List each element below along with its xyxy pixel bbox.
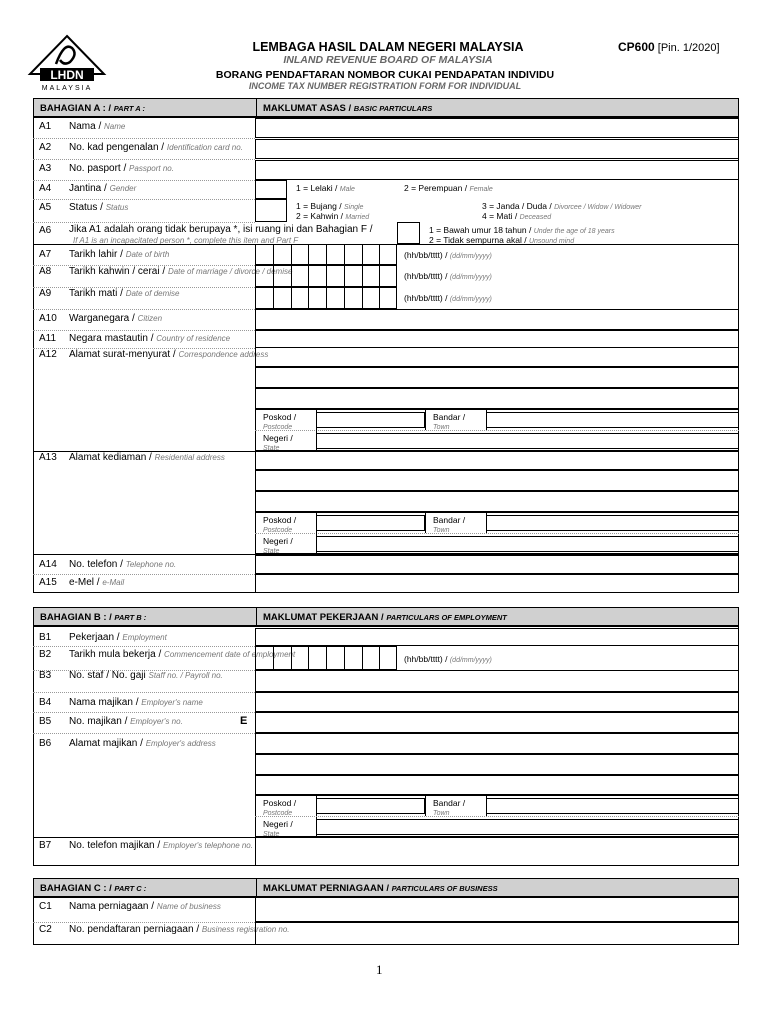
row-label: Jika A1 adalah orang tidak berupaya *, isi ruang ini dan Bahagian F / [69, 224, 373, 235]
row-label: Tarikh kahwin / cerai / Date of marriage / divorce / demise [69, 266, 293, 277]
residential-address-line2[interactable] [255, 470, 739, 491]
business-name-field[interactable] [255, 897, 739, 922]
divider [362, 646, 363, 670]
divider [379, 287, 380, 309]
correspondence-address-town[interactable] [486, 412, 739, 428]
input-field-a2[interactable] [255, 139, 739, 159]
option-text: Town [433, 810, 450, 817]
row-number: A6 [39, 225, 52, 236]
row-number: A11 [39, 333, 57, 344]
correspondence-address-line3[interactable] [255, 388, 739, 409]
part-b-header: BAHAGIAN B : / PART B : MAKLUMAT PEKERJAAN / PARTICULARS OF EMPLOYMENT [33, 607, 739, 626]
row-number: C1 [39, 901, 52, 912]
row-number: A15 [39, 577, 57, 588]
option-text: 4 = Mati / Deceased [482, 211, 552, 221]
row-label: No. telefon / Telephone no. [69, 559, 177, 570]
row-label: Alamat majikan / Employer's address [69, 738, 216, 749]
employer-no-field[interactable] [255, 712, 739, 733]
employer-address-line2[interactable] [255, 754, 739, 775]
email-field[interactable] [255, 574, 739, 593]
divider [308, 244, 309, 265]
option-text: Postcode [263, 810, 293, 817]
lhdn-logo [26, 34, 108, 92]
row-label: Tarikh lahir / Date of birth [69, 249, 170, 260]
row-label: Warganegara / Citizen [69, 313, 163, 324]
row-number: A9 [39, 288, 52, 299]
row-number: B3 [39, 670, 52, 681]
business-reg-field[interactable] [255, 922, 739, 945]
logo-text: LHDN [50, 68, 84, 82]
row-label: Status / Status [69, 202, 129, 213]
row-number: A10 [39, 313, 57, 324]
option-text: 1 = Lelaki / Male [296, 183, 355, 193]
divider [379, 646, 380, 670]
row-number: B4 [39, 697, 52, 708]
option-text: Postcode [263, 424, 293, 431]
row-label: Nama / Name [69, 121, 126, 132]
divider [291, 646, 292, 670]
divider [291, 287, 292, 309]
row-label: Alamat kediaman / Residential address [69, 452, 225, 463]
row-number: B1 [39, 632, 52, 643]
status-box[interactable] [255, 199, 287, 222]
row-label: Tarikh mula bekerja / Commencement date of employment [69, 649, 296, 660]
option-text: Town [433, 527, 450, 534]
correspondence-address-state[interactable] [316, 433, 739, 449]
option-text: Poskod / [263, 412, 297, 422]
divider [425, 795, 426, 816]
divider [273, 244, 274, 265]
part-c-header: BAHAGIAN C : / PART C : MAKLUMAT PERNIAGAAN / PARTICULARS OF BUSINESS [33, 878, 739, 897]
row-number: B7 [39, 840, 52, 851]
incapacity-box[interactable] [397, 222, 420, 244]
option-text: Negeri / [263, 536, 293, 546]
option-text: Bandar / [433, 412, 466, 422]
option-text: 3 = Janda / Duda / Divorcee / Widow / Widower [482, 201, 642, 211]
gender-box[interactable] [255, 180, 287, 199]
divider [291, 244, 292, 265]
row-number: A7 [39, 249, 52, 260]
title-en: INLAND REVENUE BOARD OF MALAYSIA [283, 54, 493, 66]
row-number: A13 [39, 452, 57, 463]
option-text: State [263, 831, 280, 838]
page-number: 1 [376, 962, 383, 977]
title-ms: LEMBAGA HASIL DALAM NEGERI MALAYSIA [252, 40, 524, 54]
row-number: A2 [39, 142, 52, 153]
divider [379, 244, 380, 265]
row-label: Nama majikan / Employer's name [69, 697, 203, 708]
option-text: 1 = Bujang / Single [296, 201, 364, 211]
row-label: Pekerjaan / Employment [69, 632, 167, 643]
divider [379, 265, 380, 287]
form-code: CP600 [Pin. 1/2020] [618, 40, 720, 54]
option-text: State [263, 445, 280, 452]
row-number: B6 [39, 738, 52, 749]
divider [33, 733, 255, 734]
divider [273, 646, 274, 670]
divider [255, 816, 739, 817]
option-text: Postcode [263, 527, 293, 534]
correspondence-address-postcode[interactable] [316, 412, 425, 428]
telephone-field[interactable] [255, 555, 739, 574]
divider [33, 199, 255, 200]
option-text: (hh/bb/tttt) / (dd/mm/yyyy) [404, 271, 492, 281]
divider [33, 222, 255, 223]
option-text: Negeri / [263, 433, 293, 443]
correspondence-address-line1[interactable] [255, 347, 739, 367]
divider [425, 409, 426, 430]
option-text: (hh/bb/tttt) / (dd/mm/yyyy) [404, 654, 492, 664]
option-text: (hh/bb/tttt) / (dd/mm/yyyy) [404, 293, 492, 303]
row-label: No. staf / No. gaji Staff no. / Payroll no. [69, 670, 223, 681]
row-label: No. kad pengenalan / Identification card no. [69, 142, 243, 153]
divider [326, 287, 327, 309]
row-number: A14 [39, 559, 57, 570]
employer-address-line1[interactable] [255, 733, 739, 754]
row-number: A3 [39, 163, 52, 174]
row-number: A4 [39, 183, 52, 194]
option-text: Poskod / [263, 798, 297, 808]
row-number: A1 [39, 121, 52, 132]
divider [344, 287, 345, 309]
divider [273, 265, 274, 287]
citizen-field[interactable] [255, 309, 739, 330]
divider [362, 265, 363, 287]
divider [33, 180, 255, 181]
staff-no-field[interactable] [255, 670, 739, 692]
option-text: Poskod / [263, 515, 297, 525]
divider [273, 287, 274, 309]
employment-field[interactable] [255, 628, 739, 646]
option-text: State [263, 548, 280, 555]
divider [33, 712, 255, 713]
form-title-ms: BORANG PENDAFTARAN NOMBOR CUKAI PENDAPATAN INDIVIDU [215, 69, 555, 81]
row-number: A12 [39, 349, 57, 360]
correspondence-address-line2[interactable] [255, 367, 739, 388]
divider [33, 646, 255, 647]
residential-address-state[interactable] [316, 536, 739, 552]
residential-address-postcode[interactable] [316, 515, 425, 531]
employer-address-line3[interactable] [255, 775, 739, 795]
divider [362, 244, 363, 265]
option-text: Bandar / [433, 515, 466, 525]
row-number: A5 [39, 202, 52, 213]
option-text: 2 = Tidak sempurna akal / Unsound mind [429, 235, 575, 245]
residential-address-town[interactable] [486, 515, 739, 531]
divider [33, 159, 255, 160]
row-label: No. pendaftaran perniagaan / Business registration no. [69, 924, 290, 935]
divider [255, 533, 739, 534]
divider [33, 330, 255, 331]
divider [344, 646, 345, 670]
employer-telephone-field[interactable] [255, 837, 739, 866]
divider [326, 265, 327, 287]
row-label: Negara mastautin / Country of residence [69, 333, 231, 344]
divider [308, 287, 309, 309]
logo-subtext: MALAYSIA [41, 85, 93, 92]
divider [291, 265, 292, 287]
option-text: Negeri / [263, 819, 293, 829]
row-number: C2 [39, 924, 52, 935]
divider [33, 574, 255, 575]
employer-postcode[interactable] [316, 798, 425, 814]
divider [308, 265, 309, 287]
input-field-a3[interactable] [255, 160, 739, 180]
row-number: A8 [39, 266, 52, 277]
row-label: Alamat surat-menyurat / Correspondence address [69, 349, 269, 360]
divider [33, 309, 255, 310]
divider [33, 922, 255, 923]
option-text: 1 = Bawah umur 18 tahun / Under the age of 18 years [429, 225, 615, 235]
option-text: Bandar / [433, 798, 466, 808]
row-label: Nama perniagaan / Name of business [69, 901, 221, 912]
part-a-header: BAHAGIAN A : / PART A : MAKLUMAT ASAS / BASIC PARTICULARS [33, 98, 739, 117]
divider [344, 244, 345, 265]
country-field[interactable] [255, 330, 739, 348]
option-text: 2 = Perempuan / Female [404, 183, 493, 193]
option-text: (hh/bb/tttt) / (dd/mm/yyyy) [404, 250, 492, 260]
row-label: No. majikan / Employer's no. [69, 716, 183, 727]
row-label: No. telefon majikan / Employer's telephone no. [69, 840, 253, 851]
form-title-en: INCOME TAX NUMBER REGISTRATION FORM FOR INDIVIDUAL [248, 81, 522, 91]
option-text: 2 = Kahwin / Married [296, 211, 370, 221]
divider [33, 692, 255, 693]
row-label: Tarikh mati / Date of demise [69, 288, 180, 299]
row-label: Jantina / Gender [69, 183, 137, 194]
divider [308, 646, 309, 670]
divider [344, 265, 345, 287]
divider [33, 138, 255, 139]
row-number: B5 [39, 716, 52, 727]
row-label: e-Mel / e-Mail [69, 577, 125, 588]
employer-name-field[interactable] [255, 692, 739, 712]
input-field-a1[interactable] [255, 118, 739, 138]
row-label: No. pasport / Passport no. [69, 163, 174, 174]
residential-address-line3[interactable] [255, 491, 739, 512]
row-number: B2 [39, 649, 52, 660]
row-label-en: If A1 is an incapacitated person *, complete this item and Part F [73, 236, 299, 245]
employer-town[interactable] [486, 798, 739, 814]
divider [362, 287, 363, 309]
employer-state[interactable] [316, 819, 739, 835]
divider [326, 646, 327, 670]
option-text: Town [433, 424, 450, 431]
employer-prefix: E [240, 715, 248, 727]
divider [425, 512, 426, 533]
divider [255, 430, 739, 431]
residential-address-line1[interactable] [255, 450, 739, 470]
divider [326, 244, 327, 265]
